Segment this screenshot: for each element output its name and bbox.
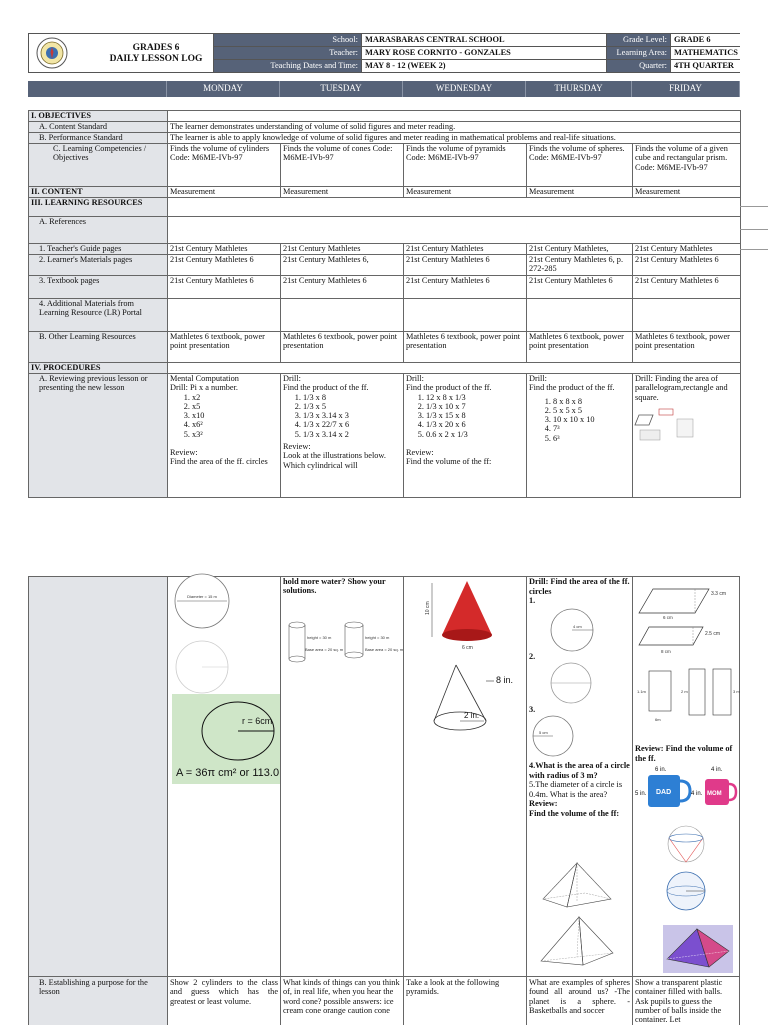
rect2-label: 2 m: [681, 689, 688, 694]
mug1-diameter: 6 in.: [655, 767, 667, 773]
textbook-tuesday: 21st Century Mathletes 6: [281, 276, 404, 299]
teachers-guide-wednesday: 21st Century Mathletes: [404, 244, 527, 255]
list-item: 3. 1/3 x 15 x 8: [426, 411, 524, 420]
learners-materials-label: 2. Learner's Materials pages: [29, 255, 168, 276]
other-resources-wednesday: Mathletes 6 textbook, power point presentation: [404, 332, 527, 363]
competency-tuesday: Finds the volume of cones Code: M6ME-IVb-97: [281, 144, 404, 187]
cone-height-label: 10 cm: [425, 601, 431, 615]
list-item: 5. 0.6 x 2 x 1/3: [426, 430, 524, 439]
mugs-figure: [635, 765, 739, 815]
day-header-row: [28, 81, 740, 97]
shapes-thumbnail-icon: [635, 405, 705, 445]
list-item: 1. 1/3 x 8: [303, 393, 401, 402]
circle3-label: 5 cm: [539, 730, 548, 735]
thursday-item-1: 1.: [529, 596, 536, 606]
parallelogram1-base: 6 cm: [663, 615, 673, 620]
textbook-monday: 21st Century Mathletes 6: [168, 276, 281, 299]
thursday-item-2: 2.: [529, 652, 536, 661]
other-resources-friday: Mathletes 6 textbook, power point presentation: [633, 332, 741, 363]
lesson-log-table: [28, 110, 741, 498]
cylinder-figures: [283, 617, 405, 677]
content-friday: Measurement: [633, 187, 741, 198]
list-item: 1. x2: [192, 393, 278, 402]
pyramid-figure: [537, 859, 617, 911]
purpose-row: [28, 976, 740, 1024]
thursday-question-5: 5.The diameter of a circle is 0.4m. What is the area?: [529, 780, 623, 799]
content-wednesday: Measurement: [404, 187, 527, 198]
rectangle-figures: [635, 665, 739, 727]
teachers-guide-label: 1. Teacher's Guide pages: [29, 244, 168, 255]
circle-5cm-figure: [531, 714, 575, 758]
other-resources-label: B. Other Learning Resources: [29, 332, 168, 363]
tuesday-continued-text: hold more water? Show your solutions.: [283, 577, 386, 596]
purpose-wednesday: Take a look at the following pyramids.: [403, 977, 526, 1025]
day-header-tuesday: TUESDAY: [280, 81, 403, 97]
rect-base-label: 6m: [655, 717, 661, 722]
circle-4cm-figure: [549, 607, 595, 653]
performance-standard-label: B. Performance Standard: [29, 133, 168, 144]
pyramid-colored-figure: [663, 925, 733, 973]
deped-seal-icon: [36, 37, 68, 69]
overflow-line: [740, 206, 768, 207]
content-standard-label: A. Content Standard: [29, 122, 168, 133]
teacher-value: MARY ROSE CORNITO - GONZALES: [361, 47, 486, 60]
list-item: 4. x6²: [192, 420, 278, 429]
list-item: 1. 12 x 8 x 1/3: [426, 393, 524, 402]
cylinder-a-height: height = 30 m: [307, 635, 332, 640]
purpose-thursday: What are examples of spheres found all around us? -The planet is a sphere. -Basketballs and soccer: [526, 977, 632, 1025]
day-header-monday: MONDAY: [167, 81, 280, 97]
purpose-friday: Show a transparent plastic container filled with balls. Ask pupils to guess the number of balls inside the container. Let: [632, 977, 740, 1025]
learners-materials-thursday: 21st Century Mathletes 6, p. 272-285: [527, 255, 633, 276]
sphere-cone-figure: [661, 824, 711, 866]
teachers-guide-friday: 21st Century Mathletes: [633, 244, 741, 255]
competency-friday: Finds the volume of a given cube and rectangular prism. Code: M6ME-IVb-97: [633, 144, 741, 187]
outline-cone-figure: [430, 663, 520, 735]
mug2-diameter: 4 in.: [711, 767, 723, 773]
school-value: MARASBARAS CENTRAL SCHOOL: [361, 34, 486, 47]
content-standard-value: The learner demonstrates understanding of volume of solid figures and meter reading.: [168, 122, 741, 133]
learners-materials-monday: 21st Century Mathletes 6: [168, 255, 281, 276]
area-formula-label: A = 36π cm² or 113.0: [176, 767, 280, 779]
grade-label: Grade Level:: [606, 34, 670, 47]
teacher-label: Teacher:: [213, 47, 361, 60]
thursday-item-3: 3.: [529, 705, 536, 714]
learners-materials-tuesday: 21st Century Mathletes 6,: [281, 255, 404, 276]
thursday-question-4: 4.What is the area of a circle with radius of 3 m?: [529, 761, 630, 780]
performance-standard-value: The learner is able to apply knowledge of volume of solid figures and meter reading in mathematical problems and real-life situations.: [168, 133, 741, 144]
competency-monday: Finds the volume of cylinders Code: M6ME-IVb-97: [168, 144, 281, 187]
list-item: 4. 1/3 x 20 x 6: [426, 420, 524, 429]
red-cone-figure: [422, 579, 512, 651]
list-item: 2. 1/3 x 10 x 7: [426, 402, 524, 411]
cone2-height-label: 8 in.: [496, 675, 514, 685]
list-item: 5. 1/3 x 3.14 x 2: [303, 430, 401, 439]
list-item: 2. 1/3 x 5: [303, 402, 401, 411]
circle-figure-b: [549, 661, 593, 705]
thursday-column: [526, 576, 632, 976]
list-item: 4. 7³: [553, 424, 630, 433]
header: [28, 33, 740, 73]
other-resources-monday: Mathletes 6 textbook, power point presentation: [168, 332, 281, 363]
day-header-friday: FRIDAY: [632, 81, 740, 97]
monday-column: [167, 576, 280, 976]
references-label: A. References: [29, 217, 168, 244]
purpose-tuesday: What kinds of things can you think of, in real life, when you hear the word cone? possible answers: ice cream cone orange caution cone: [280, 977, 403, 1025]
reviewing-lesson-label: A. Reviewing previous lesson or presenting the new lesson: [29, 374, 168, 498]
content-monday: Measurement: [168, 187, 281, 198]
mug2-height: 4 in.: [691, 791, 703, 797]
circle1-label: 4 cm: [573, 624, 582, 629]
content-tuesday: Measurement: [281, 187, 404, 198]
procedures-heading: IV. PROCEDURES: [29, 363, 168, 374]
overflow-line: [740, 249, 768, 250]
area-label: Learning Area:: [606, 47, 670, 60]
list-item: 2. x5: [192, 402, 278, 411]
procedure-a-thursday: Drill: Find the product of the ff. 1. 8 x 8 x 8 2. 5 x 5 x 5 3. 10 x 10 x 10 4. 7³ 5. 6³: [527, 374, 633, 498]
overflow-line: [740, 229, 768, 230]
tuesday-column: [280, 576, 403, 976]
label-column: [28, 576, 167, 976]
cone-base-label: 6 cm: [462, 645, 473, 651]
area-value: MATHEMATICS: [670, 47, 740, 60]
procedure-a-tuesday: Drill: Find the product of the ff. 1. 1/3 x 8 2. 1/3 x 5 3. 1/3 x 3.14 x 3 4. 1/3 x 22/7 x 6 5. 1/3 x 3.14 x 2 Review: Look at the illustrations below. Which cylindrical will: [281, 374, 404, 498]
competency-wednesday: Finds the volume of pyramids Code: M6ME-IVb-97: [404, 144, 527, 187]
school-label: School:: [213, 34, 361, 47]
day-header-wednesday: WEDNESDAY: [403, 81, 526, 97]
pyramid-figure-2: [537, 915, 617, 969]
competencies-label: C. Learning Competencies / Objectives: [29, 144, 168, 187]
radius-label: r = 6cm: [242, 716, 273, 726]
page-two: [28, 576, 740, 1024]
content-heading: II. CONTENT: [29, 187, 168, 198]
circle-radius-figure: [172, 694, 281, 784]
diameter-label: Diameter = 15 m: [187, 594, 217, 599]
thursday-review-label: Review:: [529, 799, 558, 809]
other-resources-tuesday: Mathletes 6 textbook, power point presentation: [281, 332, 404, 363]
parallelogram2-height: 2.5 cm: [705, 631, 721, 637]
header-grid: [213, 34, 740, 72]
list-item: 3. 1/3 x 3.14 x 3: [303, 411, 401, 420]
day-header-blank: [28, 81, 167, 97]
other-resources-thursday: Mathletes 6 textbook, power point presentation: [527, 332, 633, 363]
list-item: 2. 5 x 5 x 5: [553, 406, 630, 415]
circle-figure-2: [174, 639, 230, 695]
list-item: 3. x10: [192, 411, 278, 420]
page-title: GRADES 6 DAILY LESSON LOG: [109, 43, 203, 65]
cylinder-a-base: Base area = 20 sq. m: [305, 647, 344, 652]
learners-materials-friday: 21st Century Mathletes 6: [633, 255, 741, 276]
grade-value: GRADE 6: [670, 34, 740, 47]
resources-heading: III. LEARNING RESOURCES: [29, 198, 168, 217]
cone2-radius-label: 2 in.: [464, 711, 480, 720]
textbook-wednesday: 21st Century Mathletes 6: [404, 276, 527, 299]
friday-review-text: Review: Find the volume of the ff.: [635, 744, 733, 763]
parallelogram1-height: 3.3 cm: [711, 591, 727, 597]
list-item: 1. 8 x 8 x 8: [553, 397, 630, 406]
day-header-thursday: THURSDAY: [526, 81, 632, 97]
parallelogram-figures: [635, 581, 739, 661]
thursday-drill-heading: Drill: Find the area of the ff. circles: [529, 577, 630, 596]
list-item: 4. 1/3 x 22/7 x 6: [303, 420, 401, 429]
additional-materials-label: 4. Additional Materials from Learning Resource (LR) Portal: [29, 299, 168, 332]
teachers-guide-monday: 21st Century Mathletes: [168, 244, 281, 255]
rect3-label: 3 m: [733, 689, 740, 694]
procedure-a-wednesday: Drill: Find the product of the ff. 1. 12 x 8 x 1/3 2. 1/3 x 10 x 7 3. 1/3 x 15 x 8 4. 1/3 x 20 x 6 5. 0.6 x 2 x 1/3 Review: Find the volume of the ff:: [404, 374, 527, 498]
circle-diameter-figure: [172, 571, 232, 631]
quarter-label: Quarter:: [606, 60, 670, 73]
list-item: 3. 10 x 10 x 10: [553, 415, 630, 424]
quarter-value: 4TH QUARTER: [670, 60, 740, 73]
learners-materials-wednesday: 21st Century Mathletes 6: [404, 255, 527, 276]
list-item: 5. 6³: [553, 434, 630, 443]
cylinder-b-base: Base area = 20 sq. m: [365, 647, 404, 652]
friday-column: [632, 576, 740, 976]
dates-value: MAY 8 - 12 (WEEK 2): [361, 60, 486, 73]
textbook-friday: 21st Century Mathletes 6: [633, 276, 741, 299]
purpose-label: B. Establishing a purpose for the lesson: [28, 977, 167, 1025]
mug2-label: MOM: [707, 791, 722, 797]
procedure-a-monday: Mental Computation Drill: Pi x a number. 1. x2 2. x5 3. x10 4. x6² 5. x3² Review: Find the area of the ff. circles: [168, 374, 281, 498]
content-thursday: Measurement: [527, 187, 633, 198]
objectives-heading: I. OBJECTIVES: [29, 111, 168, 122]
list-item: 5. x3²: [192, 430, 278, 439]
wednesday-column: [403, 576, 526, 976]
competency-thursday: Finds the volume of spheres. Code: M6ME-IVb-97: [527, 144, 633, 187]
rect1-label: 1.1m: [637, 689, 646, 694]
thursday-review-text: Find the volume of the ff:: [529, 808, 620, 818]
purpose-monday: Show 2 cylinders to the class and guess which has the greatest or least volume.: [167, 977, 280, 1025]
textbook-label: 3. Textbook pages: [29, 276, 168, 299]
cylinder-b-height: height = 30 m: [365, 635, 390, 640]
sphere-figure: [661, 870, 711, 912]
textbook-thursday: 21st Century Mathletes 6: [527, 276, 633, 299]
teachers-guide-thursday: 21st Century Mathletes,: [527, 244, 633, 255]
parallelogram2-base: 8 cm: [661, 649, 671, 654]
procedure-a-friday: Drill: Finding the area of parallelogram,rectangle and square.: [633, 374, 741, 498]
dates-label: Teaching Dates and Time:: [213, 60, 361, 73]
teachers-guide-tuesday: 21st Century Mathletes: [281, 244, 404, 255]
mug1-label: DAD: [656, 789, 672, 796]
mug1-height: 5 in.: [635, 791, 647, 797]
